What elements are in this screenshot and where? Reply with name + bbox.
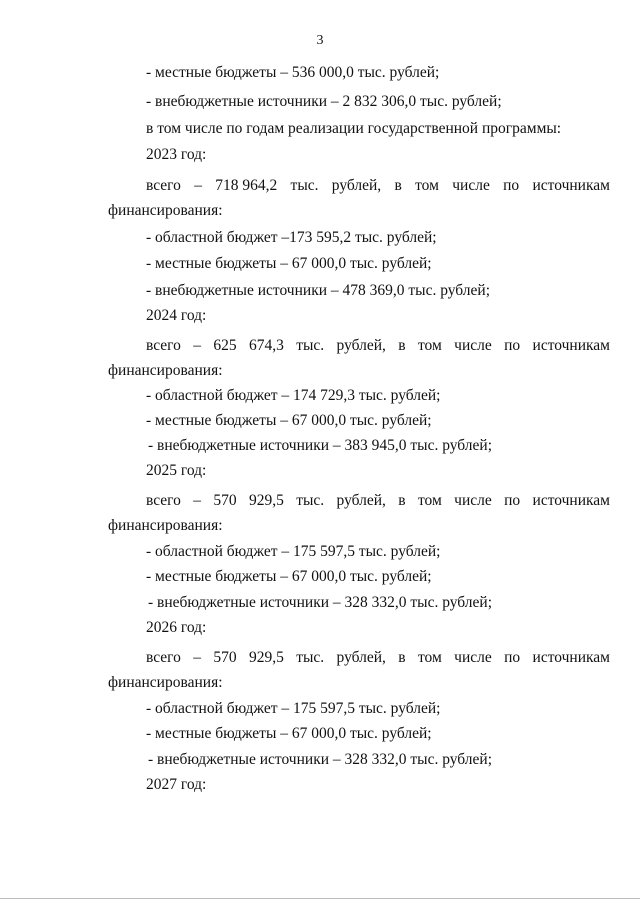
word: тыс. (296, 337, 325, 354)
word: 570 (213, 492, 237, 509)
text-line: финансирования: (108, 674, 223, 691)
word: по (503, 177, 520, 194)
text-line: - областной бюджет –173 595,2 тыс. рублей; (146, 229, 437, 246)
word: всего (146, 492, 181, 509)
word: рублей, (336, 492, 386, 509)
text-line: - внебюджетные источники – 478 369,0 тыс. рублей; (146, 282, 491, 299)
word: по (504, 492, 521, 509)
word: по (504, 649, 521, 666)
word: том (415, 177, 439, 194)
word: в (398, 492, 406, 509)
word: источникам (532, 177, 610, 194)
total-line-2025 (146, 491, 610, 511)
word: тыс. (290, 177, 319, 194)
word: – (194, 177, 202, 194)
year-heading: 2026 год: (146, 619, 207, 636)
text-line: - внебюджетные источники – 328 332,0 тыс. рублей; (148, 751, 493, 768)
word: числе (454, 337, 492, 354)
text-line: - внебюджетные источники – 2 832 306,0 тыс. рублей; (146, 93, 502, 110)
word: рублей, (336, 649, 386, 666)
word: всего (146, 337, 181, 354)
text-line: - местные бюджеты – 67 000,0 тыс. рублей; (146, 412, 432, 429)
word: всего (146, 177, 181, 194)
year-heading: 2024 год: (146, 307, 207, 324)
word: 929,5 (248, 492, 284, 509)
word: том (417, 492, 442, 509)
word: в (398, 649, 406, 666)
word: том (417, 649, 442, 666)
text-line: - внебюджетные источники – 383 945,0 тыс. рублей; (148, 437, 493, 454)
word: числе (454, 492, 492, 509)
word: источникам (532, 492, 610, 509)
text-line: - местные бюджеты – 67 000,0 тыс. рублей; (146, 568, 432, 585)
word: 674,3 (248, 337, 284, 354)
word: 929,5 (248, 649, 284, 666)
text-line: в том числе по годам реализации государственной программы: (146, 120, 562, 137)
text-line: - местные бюджеты – 67 000,0 тыс. рублей; (146, 725, 432, 742)
word: рублей, (331, 177, 382, 194)
word: 625 (213, 337, 237, 354)
word: 570 (213, 649, 237, 666)
word: по (504, 337, 521, 354)
total-line-2026 (146, 648, 610, 668)
word: – (193, 492, 202, 509)
word: источникам (532, 649, 610, 666)
text-line: - местные бюджеты – 67 000,0 тыс. рублей; (146, 255, 432, 272)
word: тыс. (296, 492, 325, 509)
word: том (417, 337, 442, 354)
year-heading: 2027 год: (146, 776, 207, 793)
word: всего (146, 649, 181, 666)
text-line: - областной бюджет – 175 597,5 тыс. рублей; (146, 700, 441, 717)
text-line: финансирования: (108, 362, 223, 379)
bottom-divider (0, 898, 640, 899)
text-line: финансирования: (108, 202, 223, 219)
word: – (193, 337, 202, 354)
word: числе (452, 177, 490, 194)
word: числе (454, 649, 492, 666)
text-line: - внебюджетные источники – 328 332,0 тыс. рублей; (148, 594, 493, 611)
text-line: - областной бюджет – 175 597,5 тыс. рублей; (146, 543, 441, 560)
word: рублей, (336, 337, 386, 354)
year-heading: 2023 год: (146, 146, 207, 163)
text-line: - местные бюджеты – 536 000,0 тыс. рублей; (146, 64, 440, 81)
word: 718 964,2 (215, 177, 278, 194)
page-number: 3 (316, 33, 324, 48)
word: тыс. (296, 649, 325, 666)
word: источникам (532, 337, 610, 354)
text-line: финансирования: (108, 517, 223, 534)
text-line: - областной бюджет – 174 729,3 тыс. рублей; (146, 387, 441, 404)
total-line-2024 (146, 336, 610, 356)
word: в (394, 177, 402, 194)
word: – (193, 649, 202, 666)
word: в (398, 337, 406, 354)
year-heading: 2025 год: (146, 462, 207, 479)
total-line-2023 (146, 176, 610, 196)
